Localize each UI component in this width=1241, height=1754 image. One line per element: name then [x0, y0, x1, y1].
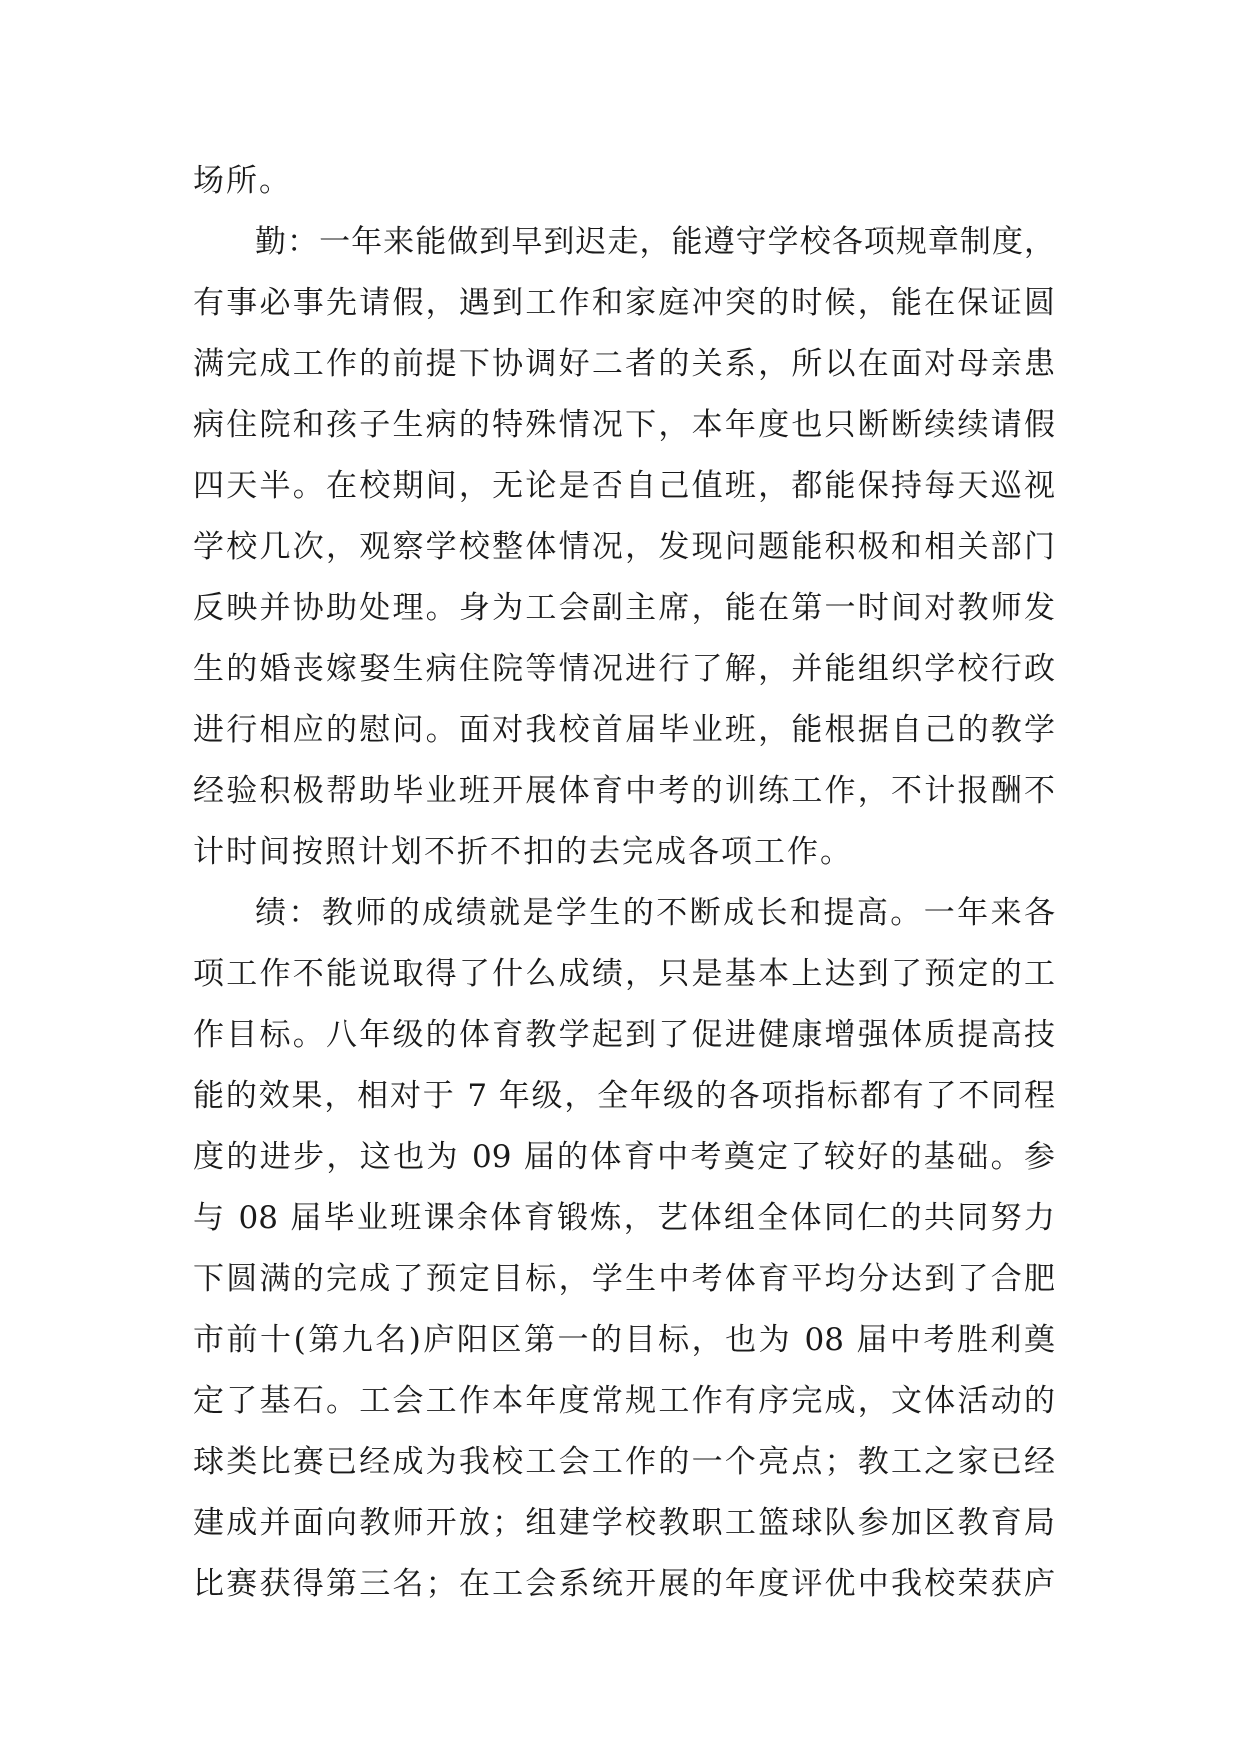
text-line: 四天半。在校期间，无论是否自己值班，都能保持每天巡视: [193, 468, 1055, 504]
text-line: 计时间按照计划不折不扣的去完成各项工作。: [193, 834, 853, 870]
text-line: 球类比赛已经成为我校工会工作的一个亮点；教工之家已经: [193, 1444, 1055, 1480]
text-line: 绩：教师的成绩就是学生的不断成长和提高。一年来各: [255, 895, 1055, 931]
text-line: 下圆满的完成了预定目标，学生中考体育平均分达到了合肥: [193, 1261, 1055, 1297]
text-line: 作目标。八年级的体育教学起到了促进健康增强体质提高技: [193, 1017, 1055, 1053]
text-line: 反映并协助处理。身为工会副主席，能在第一时间对教师发: [193, 590, 1055, 626]
text-line: 进行相应的慰问。面对我校首届毕业班，能根据自己的教学: [193, 712, 1055, 748]
text-line: 经验积极帮助毕业班开展体育中考的训练工作，不计报酬不: [193, 773, 1055, 809]
text-line: 满完成工作的前提下协调好二者的关系，所以在面对母亲患: [193, 346, 1055, 382]
text-line: 勤：一年来能做到早到迟走，能遵守学校各项规章制度，: [255, 224, 1055, 260]
text-line: 市前十(第九名)庐阳区第一的目标，也为 08 届中考胜利奠: [193, 1322, 1055, 1358]
text-line: 有事必事先请假，遇到工作和家庭冲突的时候，能在保证圆: [193, 285, 1055, 321]
text-line: 场所。: [193, 163, 292, 199]
text-line: 学校几次，观察学校整体情况，发现问题能积极和相关部门: [193, 529, 1055, 565]
text-line: 能的效果，相对于 7 年级，全年级的各项指标都有了不同程: [193, 1078, 1055, 1114]
text-line: 项工作不能说取得了什么成绩，只是基本上达到了预定的工: [193, 956, 1055, 992]
text-line: 比赛获得第三名；在工会系统开展的年度评优中我校荣获庐: [193, 1566, 1055, 1602]
document-body: [193, 151, 1055, 1615]
text-line: 建成并面向教师开放；组建学校教职工篮球队参加区教育局: [193, 1505, 1055, 1541]
text-line: 病住院和孩子生病的特殊情况下，本年度也只断断续续请假: [193, 407, 1055, 443]
text-line: 定了基石。工会工作本年度常规工作有序完成，文体活动的: [193, 1383, 1055, 1419]
text-line: 生的婚丧嫁娶生病住院等情况进行了解，并能组织学校行政: [193, 651, 1055, 687]
text-line: 与 08 届毕业班课余体育锻炼，艺体组全体同仁的共同努力: [193, 1200, 1055, 1236]
text-line: 度的进步，这也为 09 届的体育中考奠定了较好的基础。参: [193, 1139, 1055, 1175]
